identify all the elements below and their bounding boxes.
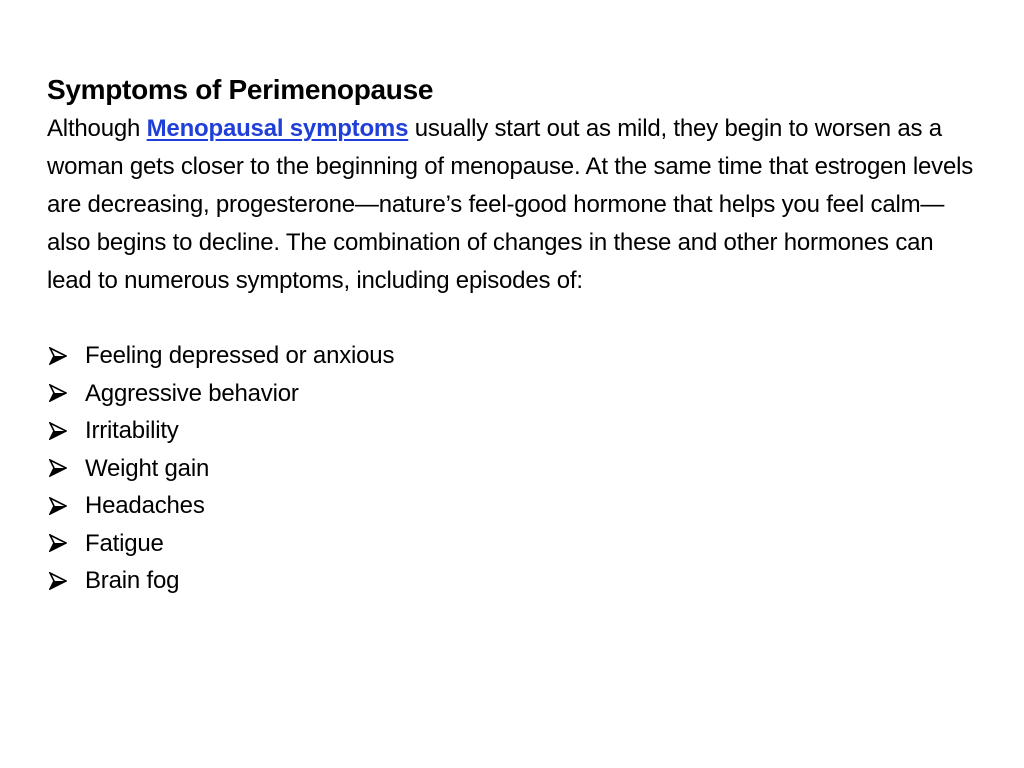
list-item: [47, 450, 982, 488]
list-item: [47, 375, 982, 413]
list-item: [47, 412, 982, 450]
paragraph-lead-text: Although: [47, 115, 147, 142]
intro-paragraph: [47, 110, 982, 300]
arrowhead-bullet-icon: [47, 383, 85, 403]
list-item-label: Weight gain: [85, 454, 210, 482]
arrowhead-bullet-icon: [47, 496, 85, 516]
list-item-label: Aggressive behavior: [85, 379, 299, 407]
list-item-label: Irritability: [85, 417, 179, 444]
arrowhead-bullet-icon: [47, 421, 85, 441]
list-item: [47, 525, 982, 563]
list-item-label: Fatigue: [85, 529, 164, 557]
arrowhead-bullet-icon: [47, 533, 85, 553]
list-item-label: Headaches: [85, 492, 205, 519]
slide-content: [47, 70, 982, 600]
arrowhead-bullet-icon: [47, 346, 85, 366]
slide-title: Symptoms of Perimenopause: [47, 74, 434, 105]
list-item-label: Brain fog: [85, 567, 180, 594]
list-item-label: Feeling depressed or anxious: [85, 342, 395, 369]
symptom-list: [47, 337, 982, 600]
list-item: [47, 487, 982, 525]
menopausal-symptoms-link[interactable]: Menopausal symptoms: [146, 115, 409, 142]
arrowhead-bullet-icon: [47, 571, 85, 591]
paragraph-body-text: usually start out as mild, they begin to worsen as a woman gets closer to the beginning of menopause. At the same time that estrogen levels are decreasing, progesterone—nature’s feel-good hormone that helps you feel calm—also begins to decline. The combination of changes in these and other hormones can lead to numerous symptoms, including episodes of:: [47, 115, 974, 294]
list-item: [47, 562, 982, 600]
list-item: [47, 337, 982, 375]
arrowhead-bullet-icon: [47, 458, 85, 478]
